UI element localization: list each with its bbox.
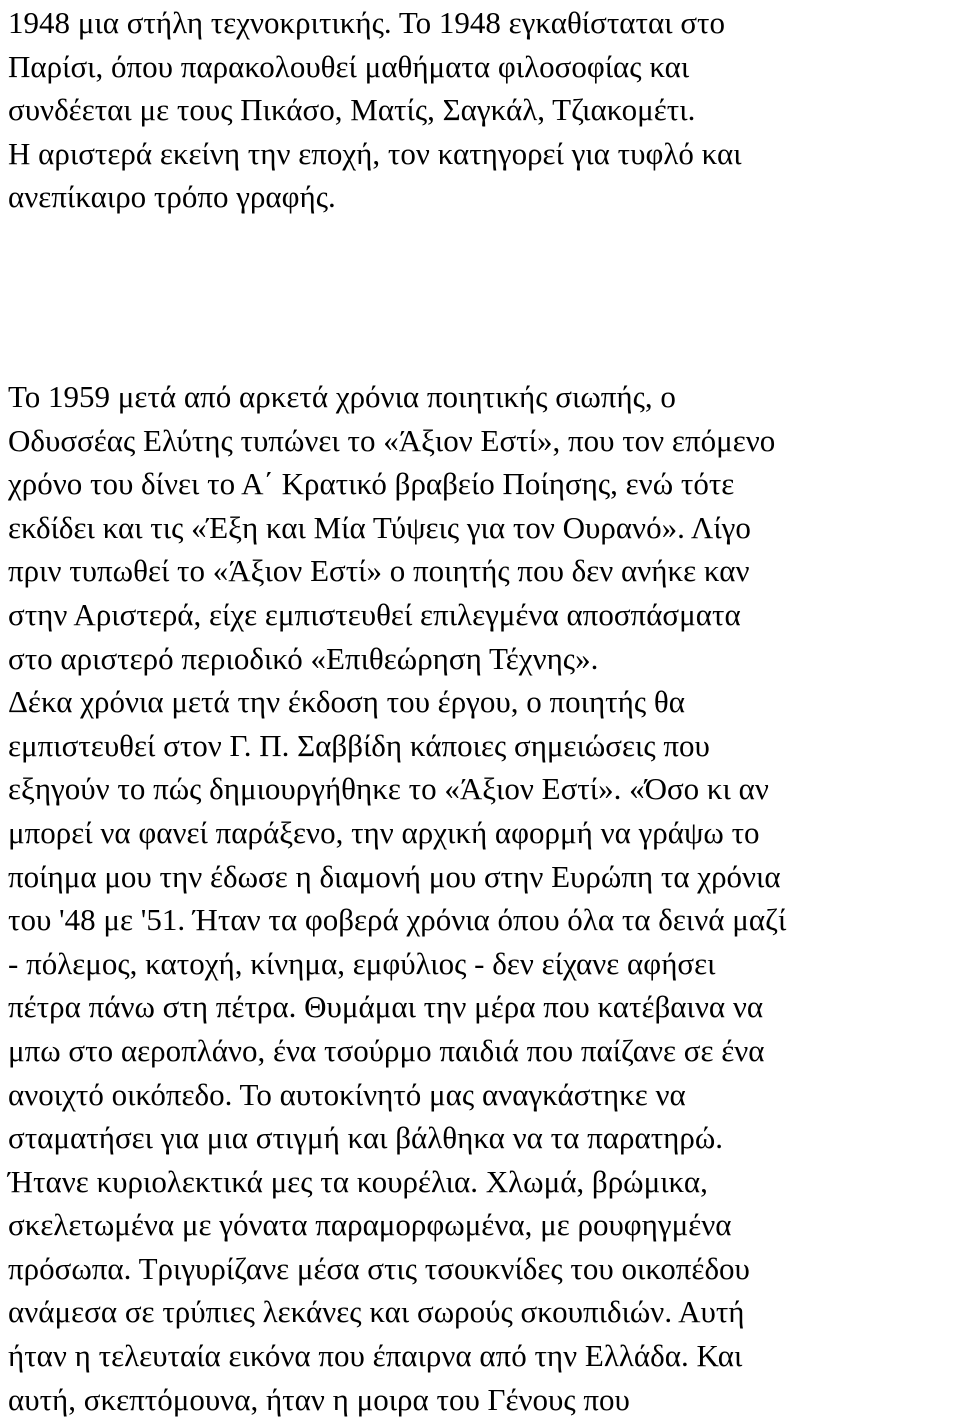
text-line: μπορεί να φανεί παράξενο, την αρχική αφορμή να γράψω το xyxy=(8,814,760,850)
text-line: ανάμεσα σε τρύπιες λεκάνες και σωρούς σκουπιδιών. Αυτή xyxy=(8,1294,745,1330)
text-line: πριν τυπωθεί το «Άξιον Εστί» ο ποιητής που δεν ανήκε καν xyxy=(8,553,750,589)
text-line: πέτρα πάνω στη πέτρα. Θυμάμαι την μέρα που κατέβαινα να xyxy=(8,989,764,1025)
text-line: εξηγούν το πώς δημιουργήθηκε το «Άξιον Εστί». «Όσο κι αν xyxy=(8,771,769,807)
text-line: εκδίδει και τις «Έξη και Μία Τύψεις για τον Ουρανό». Λίγο xyxy=(8,509,751,545)
text-line: Ήτανε κυριολεκτικά μες τα κουρέλια. Χλωμά, βρώμικα, xyxy=(8,1163,708,1199)
text-line: σταματήσει για μια στιγμή και βάλθηκα να τα παρατηρώ. xyxy=(8,1120,724,1156)
text-line: στην Αριστερά, είχε εμπιστευθεί επιλεγμένα αποσπάσματα xyxy=(8,596,741,632)
text-line: σκελετωμένα με γόνατα παραμορφωμένα, με ρουφηγμένα xyxy=(8,1207,732,1243)
paragraph-1 xyxy=(8,1,742,219)
text-line: Το 1959 μετά από αρκετά χρόνια ποιητικής σιωπής, ο xyxy=(8,379,676,414)
text-line: του '48 με '51. Ήταν τα φοβερά χρόνια όπου όλα τα δεινά μαζί xyxy=(8,902,787,938)
text-line: χρόνο του δίνει το Α΄ Κρατικό βραβείο Ποίησης, ενώ τότε xyxy=(8,466,735,502)
text-line: μπω στο αεροπλάνο, ένα τσούρμο παιδιά που παίζανε σε ένα xyxy=(8,1032,765,1068)
text-line: - πόλεμος, κατοχή, κίνημα, εμφύλιος - δεν είχανε αφήσει xyxy=(8,945,716,981)
text-line: Δέκα χρόνια μετά την έκδοση του έργου, ο ποιητής θα xyxy=(8,684,685,720)
text-line: πρόσωπα. Τριγυρίζανε μέσα στις τσουκνίδες του οικοπέδου xyxy=(8,1250,750,1286)
text-line: 1948 μια στήλη τεχνοκριτικής. Το 1948 εγκαθίσταται στο xyxy=(8,5,725,40)
text-line: Οδυσσέας Ελύτης τυπώνει το «Άξιον Εστί», που τον επόμενο xyxy=(8,422,776,458)
text-line: αυτή, σκεπτόμουνα, ήταν η μοιρα του Γένους που xyxy=(8,1381,630,1417)
text-line: ανοιχτό οικόπεδο. Το αυτοκίνητό μας αναγκάστηκε να xyxy=(8,1076,686,1112)
text-line: ανεπίκαιρο τρόπο γραφής. xyxy=(8,179,336,215)
text-line: Παρίσι, όπου παρακολουθεί μαθήματα φιλοσοφίας και xyxy=(8,48,690,84)
text-line: ποίημα μου την έδωσε η διαμονή μου στην Ευρώπη τα χρόνια xyxy=(8,858,781,894)
text-line: εμπιστευθεί στον Γ. Π. Σαββίδη κάποιες σημειώσεις που xyxy=(8,727,710,763)
text-line: συνδέεται με τους Πικάσο, Ματίς, Σαγκάλ, Τζιακομέτι. xyxy=(8,92,696,128)
text-line: Η αριστερά εκείνη την εποχή, τον κατηγορεί για τυφλό και xyxy=(8,135,742,171)
paragraph-2 xyxy=(8,375,786,1421)
text-line: στο αριστερό περιοδικό «Επιθεώρηση Τέχνης». xyxy=(8,640,599,676)
text-line: ήταν η τελευταία εικόνα που έπαιρνα από την Ελλάδα. Και xyxy=(8,1338,743,1374)
